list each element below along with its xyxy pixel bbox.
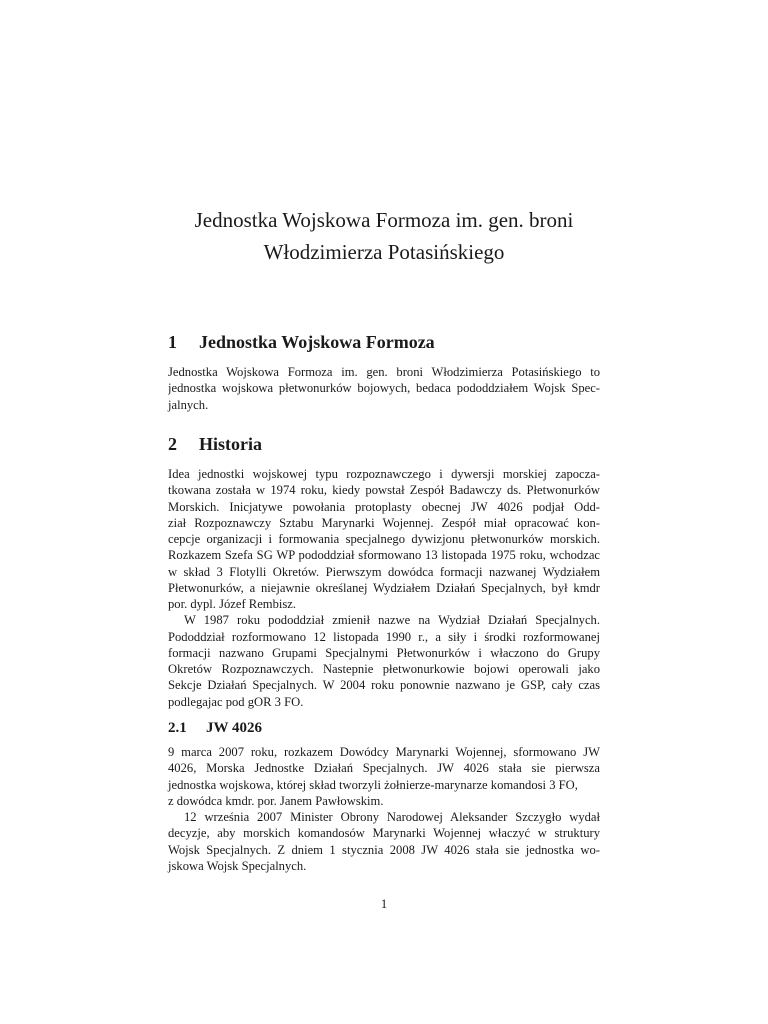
text-line: 4026, Morska Jednostke Działań Specjalnych. JW 4026 stała sie pierwsza	[168, 761, 600, 776]
title-line: Jednostka Wojskowa Formoza im. gen. broni	[194, 208, 574, 232]
section-title: Jednostka Wojskowa Formoza	[199, 332, 435, 352]
text-line: podlegajac pod gOR 3 FO.	[168, 694, 304, 709]
text-line: W 1987 roku pododdział zmienił nazwe na Wydział Działań Specjalnych.	[184, 613, 600, 628]
paragraph	[168, 744, 600, 874]
text-line: Pododdział rozformowano 12 listopada 1990 r., a siły i środki rozformowanej	[168, 629, 600, 644]
text-line: z dowódca kmdr. por. Janem Pawłowskim.	[168, 793, 384, 808]
page-number: 1	[380, 897, 388, 911]
section-number: 1	[168, 332, 177, 352]
subsection-number: 2.1	[168, 720, 187, 736]
title-line: Włodzimierza Potasińskiego	[263, 240, 505, 264]
text-line: jednostka wojskowa płetwonurków bojowych, bedaca pododdziałem Wojsk Spec-	[168, 381, 600, 396]
text-line: Płetwonurków, a niejawnie określanej Wydziałem Działań Specjalnych, był kmdr	[168, 580, 600, 595]
text-line: cepcje organizacji i formowania specjalnego dywizjonu płetwonurków morskich.	[168, 532, 600, 546]
text-line: decyzje, aby morskich komandosów Marynarki Wojennej właczyć w struktury	[168, 826, 600, 841]
text-line: tkowana została w 1974 roku, kiedy powstał Zespół Badawczy ds. Płetwonurków	[168, 483, 600, 498]
section-number: 2	[168, 434, 177, 454]
text-line: Sekcje Działań Specjalnych. W 2004 roku ponownie nazwano je GSP, cały czas	[168, 678, 600, 693]
paragraph	[168, 364, 600, 413]
text-line: jalnych.	[168, 397, 209, 412]
text-line: 12 września 2007 Minister Obrony Narodowej Aleksander Szczygło wydał	[184, 810, 600, 824]
text-line: w skład 3 Flotylli Okretów. Pierwszym dowódca formacji nazwanej Wydziałem	[168, 564, 600, 579]
subsection-title: JW 4026	[206, 720, 262, 736]
text-line: por. dypl. Józef Rembisz.	[168, 597, 297, 611]
document-title	[120, 204, 648, 268]
text-line: 9 marca 2007 roku, rozkazem Dowódcy Marynarki Wojennej, sformowano JW	[168, 745, 600, 759]
text-line: ział Rozpoznawczy Sztabu Marynarki Wojennej. Zespół miał opracować kon-	[168, 515, 600, 530]
section-heading	[168, 332, 600, 353]
text-line: Jednostka Wojskowa Formoza im. gen. broni Włodzimierza Potasińskiego to	[168, 365, 600, 379]
subsection-heading	[168, 720, 600, 737]
text-line: Idea jednostki wojskowej typu rozpoznawczego i dywersji morskiej zapocza-	[168, 467, 600, 481]
text-line: jednostka wojskowa, której skład tworzyli żołnierze-marynarze komandosi 3 FO,	[168, 777, 578, 792]
section-heading	[168, 434, 600, 455]
text-line: Rozkazem Szefa SG WP pododdział sformowano 13 listopada 1975 roku, wchodzac	[168, 548, 600, 563]
paragraph	[168, 466, 600, 710]
text-line: Okretów Rozpoznawczych. Nastepnie płetwonurkowie bojowi operowali jako	[168, 662, 600, 676]
section-title: Historia	[199, 434, 262, 454]
text-line: Morskich. Inicjatywe powołania protoplasty obecnej JW 4026 podjał Odd-	[168, 499, 600, 514]
text-line: formacji nazwano Grupami Specjalnymi Płetwonurków i właczono do Grupy	[168, 645, 600, 660]
text-line: jskowa Wojsk Specjalnych.	[168, 858, 307, 873]
text-line: Wojsk Specjalnych. Z dniem 1 stycznia 2008 JW 4026 stała sie jednostka wo-	[168, 842, 600, 857]
